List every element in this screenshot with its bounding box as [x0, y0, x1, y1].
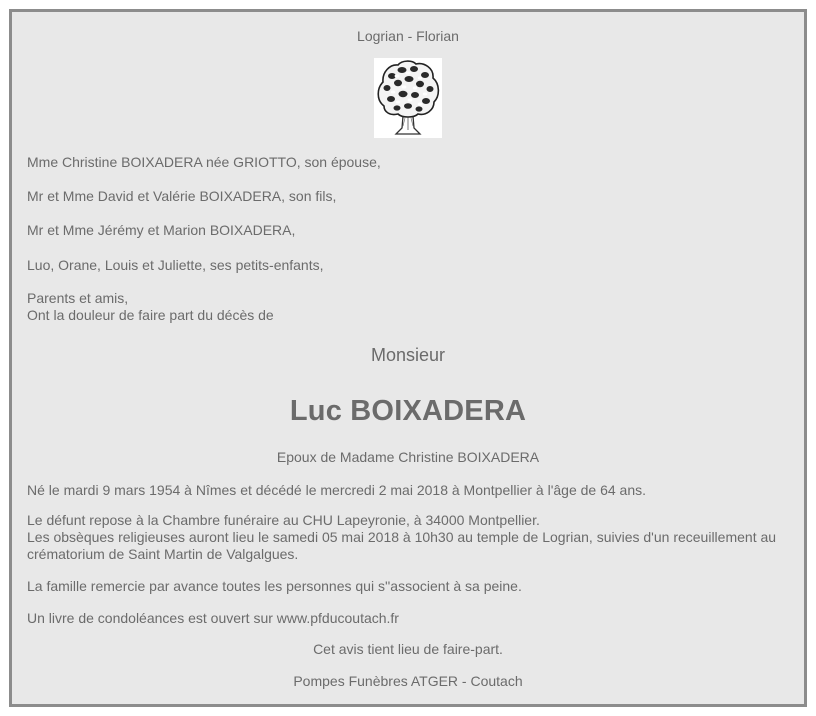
family-relatives: Parents et amis,	[27, 290, 129, 306]
family-grandchildren: Luo, Orane, Louis et Juliette, ses petits-enfants,	[27, 257, 324, 273]
obituary-card	[9, 9, 807, 707]
tree-icon	[374, 58, 442, 138]
family-spouse: Mme Christine BOIXADERA née GRIOTTO, son épouse,	[27, 154, 381, 170]
rest-place-line: Le défunt repose à la Chambre funéraire au CHU Lapeyronie, à 34000 Montpellier.	[27, 512, 540, 528]
family-couple: Mr et Mme Jérémy et Marion BOIXADERA,	[27, 222, 296, 238]
tree-emblem	[374, 58, 442, 138]
header-location: Logrian - Florian	[357, 28, 459, 44]
footer-notice: Cet avis tient lieu de faire-part.	[313, 641, 503, 657]
family-son: Mr et Mme David et Valérie BOIXADERA, son fils,	[27, 188, 337, 204]
family-announcement: Ont la douleur de faire part du décès de	[27, 307, 274, 323]
footer-funeral-home: Pompes Funèbres ATGER - Coutach	[293, 673, 523, 689]
thanks-line: La famille remercie par avance toutes les personnes qui s''associent à sa peine.	[27, 578, 522, 594]
deceased-name: Luc BOIXADERA	[289, 395, 527, 427]
deceased-title: Monsieur	[370, 345, 446, 365]
deceased-spouse-line: Epoux de Madame Christine BOIXADERA	[276, 449, 540, 465]
birth-death-line: Né le mardi 9 mars 1954 à Nîmes et décédé le mercredi 2 mai 2018 à Montpellier à l'âge de 64 ans.	[27, 482, 647, 498]
condolences-line: Un livre de condoléances est ouvert sur www.pfducoutach.fr	[27, 610, 399, 626]
funeral-line: Les obsèques religieuses auront lieu le samedi 05 mai 2018 à 10h30 au temple de Logrian, suivies d'un receuillement au crématorium de Saint Martin de Valgalgues.	[27, 529, 777, 562]
